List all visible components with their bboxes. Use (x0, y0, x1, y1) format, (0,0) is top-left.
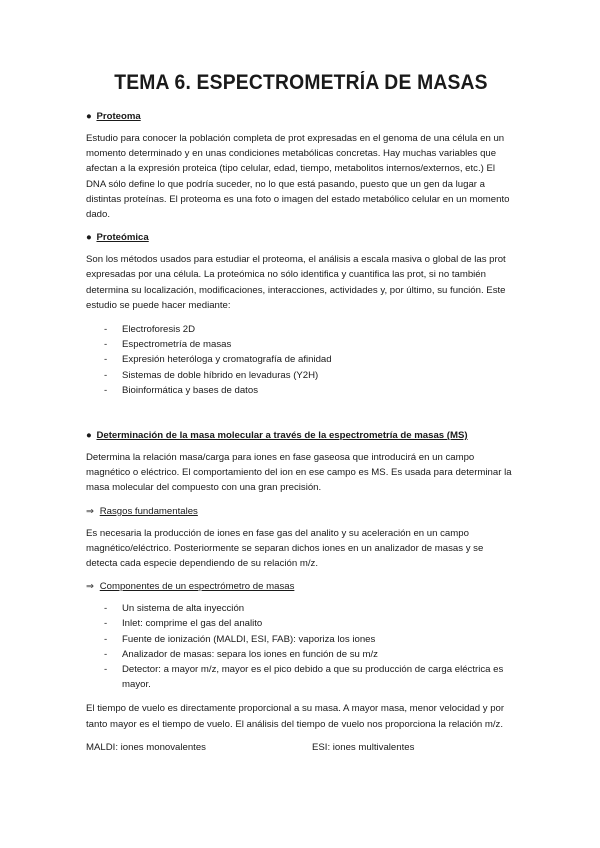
heading-text: Proteoma (96, 111, 141, 122)
list-item (86, 368, 516, 383)
list-item (86, 337, 516, 352)
list-componentes (86, 601, 516, 692)
paragraph-ms: Determina la relación masa/carga para iones en fase gaseosa que introducirá en un campo magnético o eléctrico. El comportamiento del ion en ese campo es MS. Es usada para determinar la masa molecular del compuesto con una gran precisión. (86, 452, 512, 494)
dash-marker: - (104, 603, 108, 615)
list-proteomica-methods (86, 322, 516, 398)
dash-marker: - (104, 664, 108, 676)
list-item-text: Electroforesis 2D (122, 324, 196, 336)
list-item-text: Sistemas de doble híbrido en levaduras (Y2H) (122, 369, 319, 381)
list-item (86, 322, 516, 337)
paragraph-proteomica: Son los métodos usados para estudiar el proteoma, el análisis a escala masiva o global de las prot expresadas por una célula. La proteómica no sólo identifica y cuantifica las prot, si no también determina su localización, modificaciones, interacciones, actividades y, por último, su función. Este estudio se puede hacer mediante: (86, 254, 506, 311)
section-heading-rasgos (86, 505, 516, 518)
list-item (86, 647, 516, 662)
list-item-text: Analizador de masas: separa los iones en función de su m/z (122, 648, 378, 660)
list-item (86, 632, 516, 647)
section-heading-proteoma (86, 110, 516, 123)
list-item-text: Inlet: comprime el gas del analito (122, 618, 263, 630)
dash-marker: - (104, 369, 108, 381)
paragraph-proteoma: Estudio para conocer la población completa de prot expresadas en el genoma de una célula en un momento determinado y en unas condiciones metabólicas concretas. Hay muchas variables que afectan a la expresión proteica (tipo celular, edad, tiempo, metabolitos internos/externos, etc.) El DNA sólo define lo que podría suceder, no lo que está pasando, puesto que un gen da lugar a distintas proteínas. El proteoma es una foto o imagen del estado metabólico celular en un momento dado. (86, 133, 510, 221)
esi-note: ESI: iones multivalentes (312, 741, 415, 753)
list-item (86, 601, 516, 616)
arrow-icon: ⇒ (86, 505, 95, 517)
list-item-text: Un sistema de alta inyección (122, 603, 245, 615)
dash-marker: - (104, 354, 108, 366)
list-item (86, 352, 516, 367)
arrow-icon: ⇒ (86, 581, 95, 593)
dash-marker: - (104, 384, 108, 396)
dash-marker: - (104, 339, 108, 351)
bullet-icon: ● (86, 232, 92, 244)
dash-marker: - (104, 324, 108, 336)
dash-marker: - (104, 618, 108, 630)
ion-comparison (86, 741, 516, 755)
list-item (86, 383, 516, 398)
document-page (86, 70, 516, 755)
heading-text: Proteómica (96, 232, 149, 244)
section-heading-componentes (86, 580, 516, 593)
list-item-text: Espectrometría de masas (122, 339, 232, 351)
bullet-icon: ● (86, 111, 92, 122)
list-item-text: Bioinformática y bases de datos (122, 384, 258, 396)
paragraph-tiempo-vuelo: El tiempo de vuelo es directamente proporcional a su masa. A mayor masa, menor velocidad y por tanto mayor es el tiempo de vuelo. El análisis del tiempo de vuelo nos proporciona la relación m/z. (86, 703, 505, 730)
list-item (86, 662, 516, 692)
paragraph-rasgos: Es necesaria la producción de iones en fase gas del analito y su aceleración en un campo magnético/eléctrico. Posteriormente se separan dichos iones en un analizador de masas y se detecta cada especie dependiendo de su relación m/z. (86, 527, 484, 570)
list-item (86, 616, 516, 631)
bullet-icon: ● (86, 430, 92, 442)
heading-text: Determinación de la masa molecular a través de la espectrometría de masas (MS) (96, 430, 468, 442)
dash-marker: - (104, 633, 108, 645)
spacer (86, 407, 516, 429)
heading-text: Rasgos fundamentales (99, 505, 198, 517)
heading-text: Componentes de un espectrómetro de masas (99, 581, 295, 593)
section-heading-proteomica (86, 231, 516, 244)
dash-marker: - (104, 648, 108, 660)
list-item-text: Expresión heteróloga y cromatografía de afinidad (122, 354, 332, 366)
page-title: TEMA 6. ESPECTROMETRÍA DE MASAS (114, 71, 488, 94)
section-heading-ms (86, 429, 516, 442)
maldi-note: MALDI: iones monovalentes (86, 741, 206, 753)
list-item-text: Detector: a mayor m/z, mayor es el pico debido a que su producción de carga eléctrica es mayor. (122, 664, 504, 691)
list-item-text: Fuente de ionización (MALDI, ESI, FAB): vaporiza los iones (122, 633, 376, 645)
